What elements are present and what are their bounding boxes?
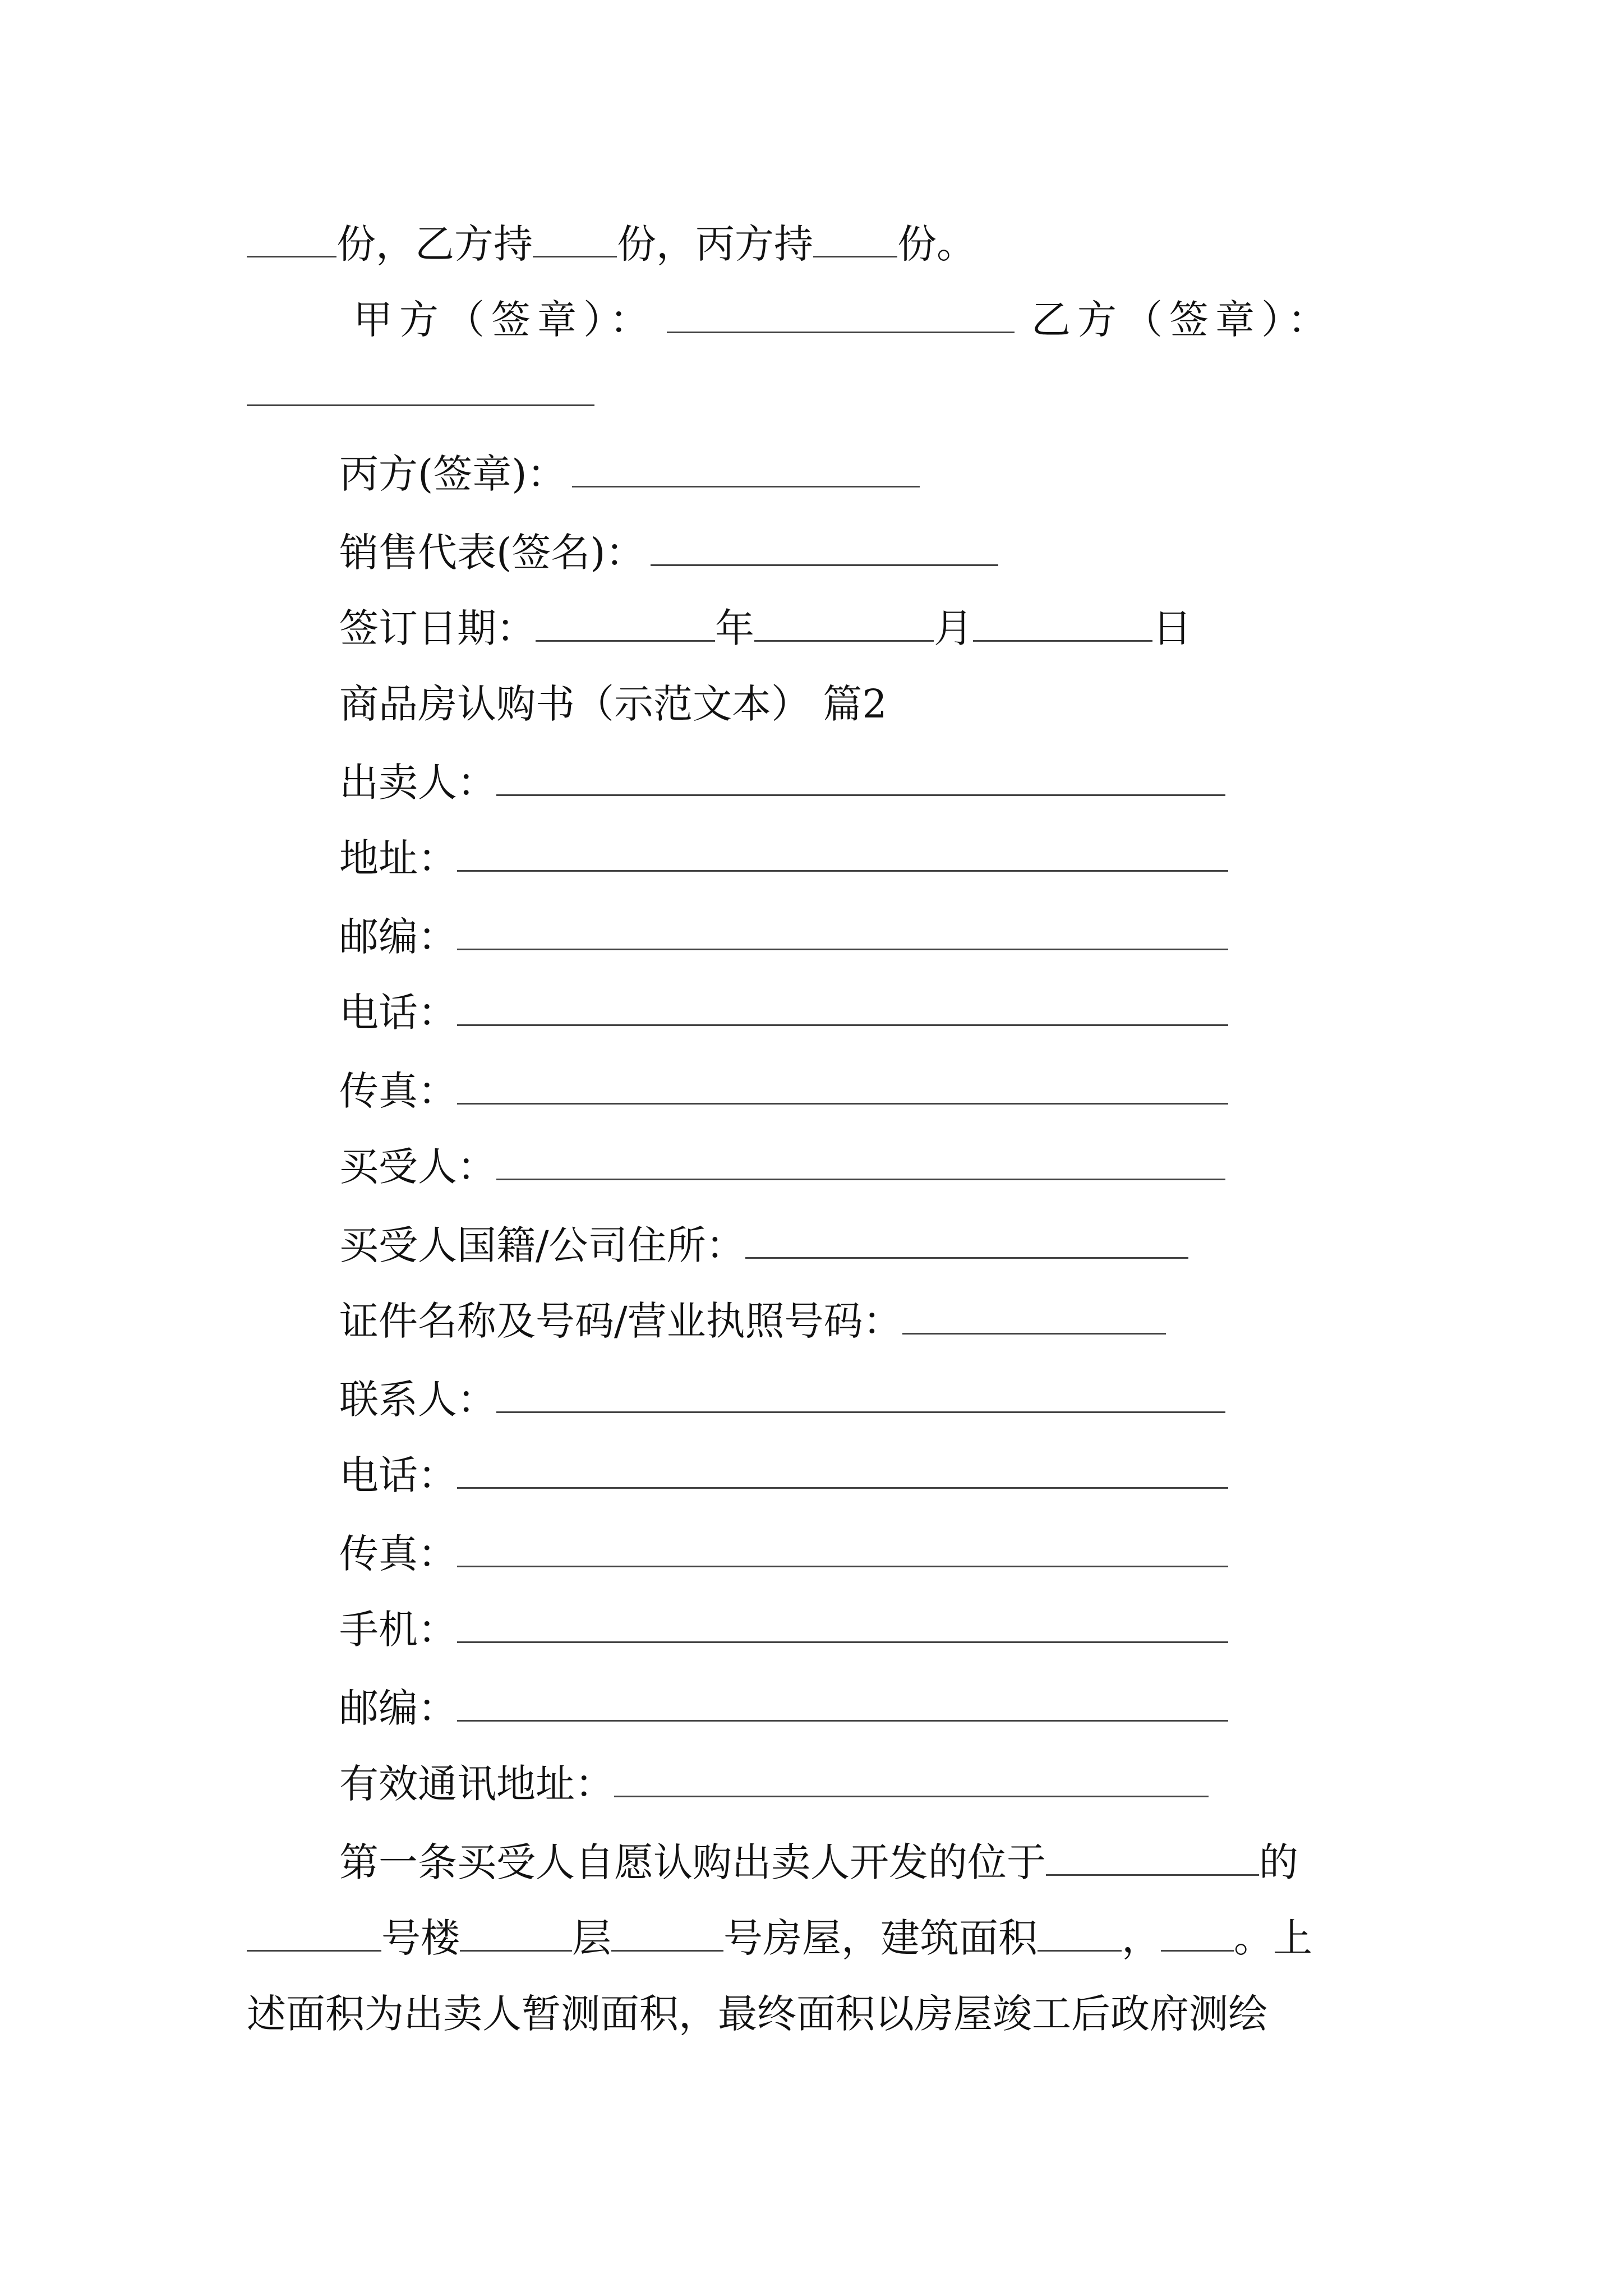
buyer-postcode-label: 邮编： (339, 1685, 457, 1731)
article1-line2 (247, 1910, 1312, 1966)
seller-address-field[interactable] (457, 835, 1228, 872)
seller-label: 出卖人： (339, 760, 496, 806)
buyer-phone-line (339, 1447, 1228, 1503)
buyer-fax-label: 传真： (339, 1531, 457, 1577)
seller-address-line (339, 830, 1228, 886)
copies-line (247, 216, 976, 272)
party-c-label: 丙方(签章)： (339, 451, 566, 497)
buyer-phone-label: 电话： (339, 1452, 457, 1498)
article1-text-2: 的 (1259, 1839, 1298, 1885)
buyer-postcode-line (339, 1680, 1228, 1736)
article1-line3: 述面积为出卖人暂测面积，最终面积以房屋竣工后政府测绘 (247, 1991, 1267, 2037)
buyer-nationality-line (339, 1217, 1188, 1273)
party-b-signature-line (247, 365, 594, 421)
month-field[interactable] (754, 605, 934, 642)
blank-field[interactable] (813, 221, 897, 257)
seller-postcode-label: 邮编： (339, 914, 457, 960)
buyer-contact-line (339, 1372, 1225, 1428)
buyer-mobile-field[interactable] (457, 1607, 1228, 1643)
year-field[interactable] (536, 605, 715, 642)
floor-field[interactable] (460, 1915, 572, 1952)
seller-phone-label: 电话： (339, 990, 457, 1036)
buyer-fax-field[interactable] (457, 1531, 1228, 1567)
building-no-field[interactable] (247, 1915, 381, 1952)
party-a-label: 甲方（签章）： (353, 297, 656, 343)
buyer-label: 买受人： (339, 1144, 496, 1190)
buyer-line (339, 1139, 1225, 1195)
day-label: 日 (1152, 605, 1192, 651)
sales-rep-line (339, 524, 998, 581)
room-no-field[interactable] (611, 1915, 723, 1952)
buyer-postcode-field[interactable] (457, 1685, 1228, 1722)
article1-text-5: 号房屋，建筑面积 (723, 1915, 1038, 1961)
signing-date-line (339, 600, 1192, 656)
article1-text-1: 第一条买受人自愿认购出卖人开发的位于 (339, 1839, 1046, 1885)
blank-field[interactable] (247, 221, 336, 257)
buyer-phone-field[interactable] (457, 1452, 1228, 1489)
copies-text-2: 份，丙方持 (617, 221, 813, 267)
article1-text-7: 。上 (1234, 1915, 1312, 1961)
buyer-id-field[interactable] (902, 1298, 1166, 1335)
sales-rep-label: 销售代表(签名)： (339, 530, 645, 576)
seller-fax-field[interactable] (457, 1068, 1228, 1105)
copies-text-1: 份，乙方持 (336, 221, 533, 267)
seller-fax-label: 传真： (339, 1068, 457, 1114)
article1-text-6: ， (1122, 1915, 1161, 1961)
buyer-id-line (339, 1293, 1166, 1349)
buyer-contact-label: 联系人： (339, 1377, 496, 1423)
copies-text-3: 份。 (897, 221, 976, 267)
party-c-signature-field[interactable] (572, 451, 920, 487)
blank-field[interactable] (533, 221, 617, 257)
buyer-nationality-field[interactable] (745, 1222, 1188, 1259)
buyer-id-label: 证件名称及号码/营业执照号码： (339, 1298, 902, 1344)
seller-field[interactable] (496, 760, 1225, 796)
area-unit-field[interactable] (1161, 1915, 1234, 1952)
year-label: 年 (715, 605, 754, 651)
buyer-nationality-label: 买受人国籍/公司住所： (339, 1222, 745, 1268)
buyer-address-field[interactable] (614, 1761, 1209, 1797)
article1-line1 (339, 1834, 1298, 1890)
date-label: 签订日期： (339, 605, 536, 651)
party-a-b-signature-line (353, 292, 1334, 348)
buyer-mobile-label: 手机： (339, 1607, 457, 1653)
buyer-fax-line (339, 1526, 1228, 1582)
party-b-signature-field[interactable] (247, 370, 594, 406)
sales-rep-signature-field[interactable] (651, 530, 998, 566)
party-a-signature-field[interactable] (667, 297, 1015, 333)
buyer-contact-field[interactable] (496, 1377, 1225, 1413)
party-c-line (339, 446, 920, 502)
seller-fax-line (339, 1063, 1228, 1119)
buyer-address-label: 有效通讯地址： (339, 1761, 614, 1807)
area-field[interactable] (1038, 1915, 1122, 1952)
buyer-mobile-line (339, 1602, 1228, 1658)
seller-postcode-field[interactable] (457, 914, 1228, 950)
section-title: 商品房认购书（示范文本） 篇2 (339, 681, 887, 727)
seller-line (339, 754, 1225, 811)
seller-phone-line (339, 984, 1228, 1041)
seller-postcode-line (339, 909, 1228, 965)
buyer-field[interactable] (496, 1144, 1225, 1180)
article1-text-3: 号楼 (381, 1915, 460, 1961)
party-b-label: 乙方（签章）： (1031, 297, 1334, 343)
seller-phone-field[interactable] (457, 990, 1228, 1026)
day-field[interactable] (973, 605, 1152, 642)
seller-address-label: 地址： (339, 835, 457, 881)
article1-text-4: 层 (572, 1915, 611, 1961)
month-label: 月 (934, 605, 973, 651)
buyer-address-line (339, 1756, 1209, 1812)
location-field[interactable] (1046, 1839, 1259, 1876)
